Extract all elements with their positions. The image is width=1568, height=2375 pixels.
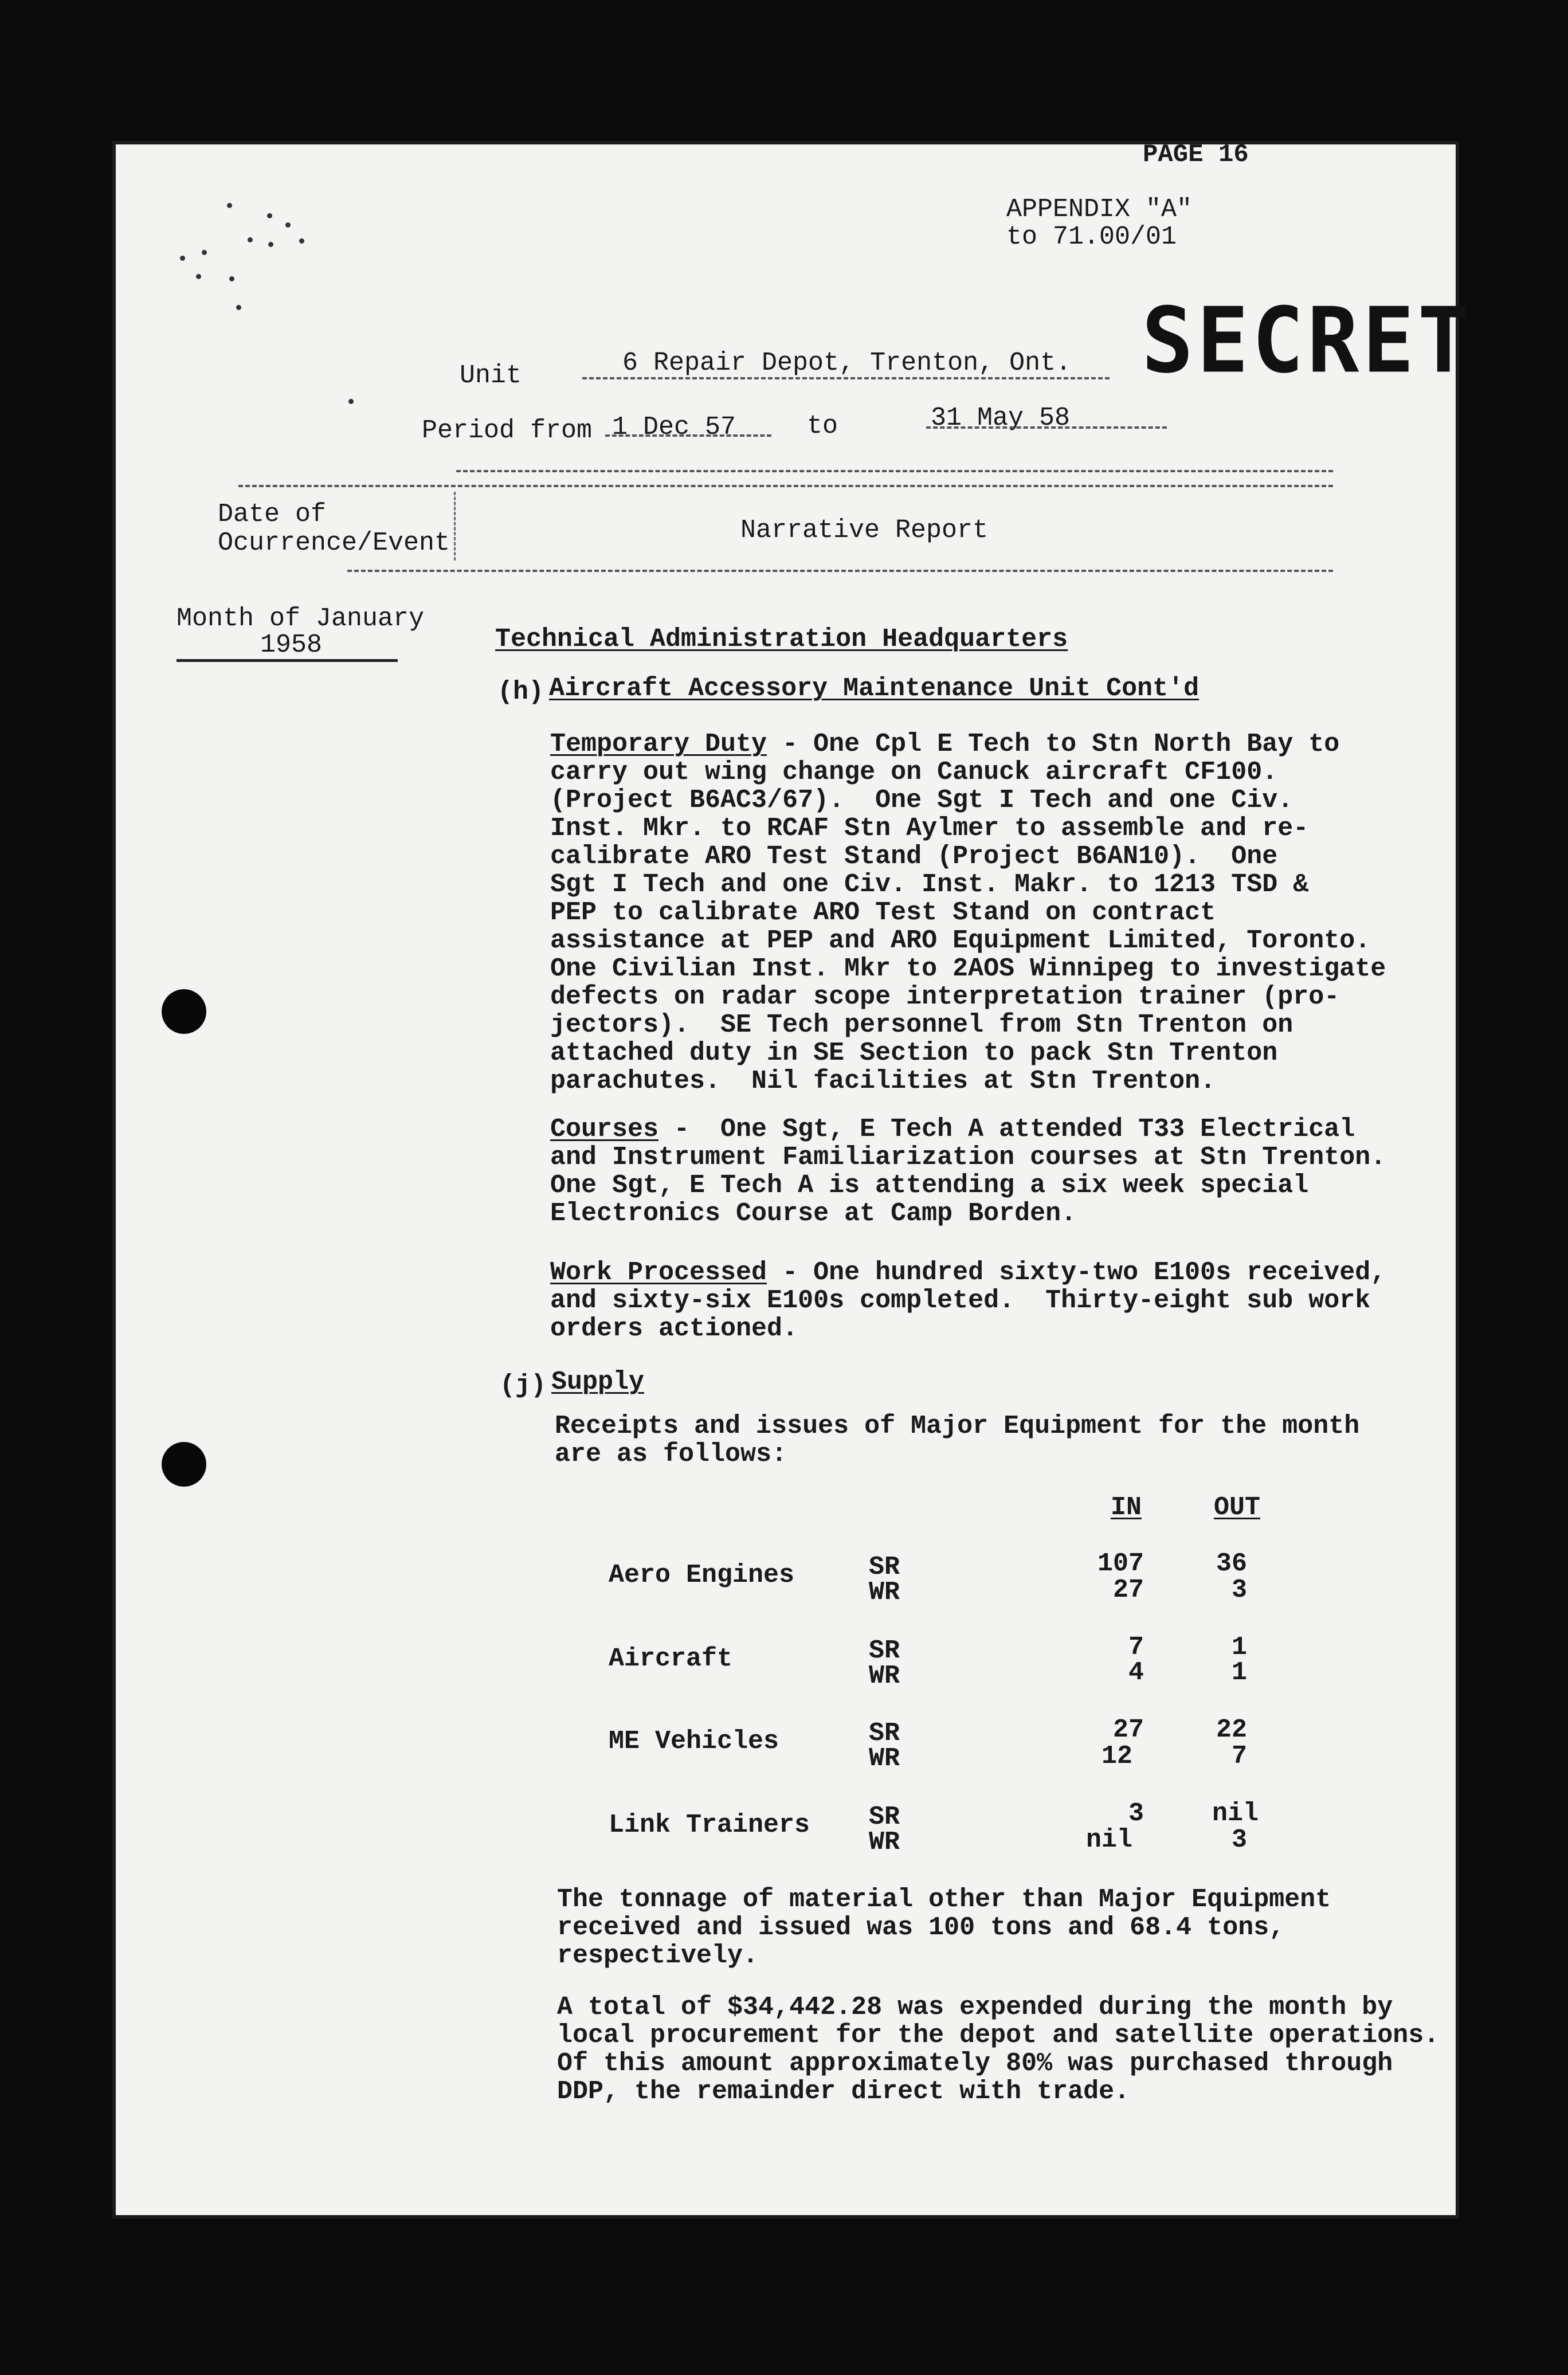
sidebar-underline: [177, 659, 398, 662]
text-line: - One Cpl E Tech to Stn North Bay to: [767, 730, 1340, 759]
unit-underline: [582, 377, 1110, 379]
sidebar-year: 1958: [260, 630, 323, 660]
table-in-sr: 107: [1097, 1549, 1144, 1578]
text-line: carry out wing change on Canuck aircraft CF100.: [550, 758, 1278, 787]
period-from-label: Period from: [422, 416, 593, 445]
text-line: One Sgt, E Tech A is attending a six week special: [550, 1171, 1309, 1200]
subsection-j-title: Supply: [551, 1367, 645, 1397]
text-line: attached duty in SE Section to pack Stn Trenton: [550, 1038, 1278, 1068]
table-item-name: Link Trainers: [609, 1810, 810, 1840]
table-in-wr: nil: [1085, 1825, 1132, 1855]
text-line: (Project B6AC3/67). One Sgt I Tech and one Civ.: [550, 786, 1293, 815]
table-in-sr: 3: [1128, 1799, 1144, 1828]
unit-value: 6 Repair Depot, Trenton, Ont.: [622, 348, 1072, 378]
table-out-wr: 7: [1231, 1742, 1247, 1771]
date-column-header-line2: Ocurrence/Event: [218, 528, 450, 558]
table-wr-label: WR: [869, 1578, 900, 1607]
table-sr-label: SR: [869, 1636, 900, 1665]
period-from-value: 1 Dec 57: [612, 413, 736, 442]
table-in-wr: 27: [1112, 1576, 1144, 1605]
unit-label: Unit: [460, 361, 522, 390]
table-header-out: OUT: [1214, 1493, 1261, 1522]
work-processed-label: Work Processed: [550, 1258, 767, 1287]
period-to-underline: [926, 426, 1167, 429]
table-wr-label: WR: [869, 1661, 900, 1691]
column-divider: [454, 492, 456, 561]
tonnage-paragraph: [557, 1886, 1331, 1970]
temporary-duty-label: Temporary Duty: [550, 730, 767, 759]
text-line: Receipts and issues of Major Equipment for the month: [555, 1412, 1360, 1441]
text-line: Electronics Course at Camp Borden.: [550, 1199, 1077, 1228]
expenditure-paragraph: [557, 1993, 1439, 2106]
header-band-top-line-2: [238, 485, 1333, 487]
document-page: [112, 140, 1473, 2219]
text-line: Of this amount approximately 80% was purchased through: [557, 2049, 1393, 2078]
table-out-sr: nil: [1212, 1799, 1259, 1828]
temporary-duty-paragraph: [550, 730, 1386, 1095]
text-line: - One Sgt, E Tech A attended T33 Electrical: [658, 1115, 1355, 1144]
table-in-wr: 12: [1101, 1742, 1132, 1771]
binder-hole-top: [162, 989, 206, 1034]
subsection-j-label: (j): [500, 1371, 547, 1400]
header-band-top-line: [456, 470, 1333, 472]
appendix-label: APPENDIX "A": [1006, 195, 1193, 224]
table-in-wr: 4: [1128, 1658, 1144, 1687]
subsection-h-label: (h): [497, 677, 544, 707]
period-to-label: to: [807, 411, 838, 441]
text-line: orders actioned.: [550, 1314, 798, 1343]
text-line: calibrate ARO Test Stand (Project B6AN10). One: [550, 842, 1278, 871]
table-out-sr: 1: [1231, 1633, 1247, 1662]
courses-paragraph: [550, 1115, 1386, 1228]
text-line: PEP to calibrate ARO Test Stand on contract: [550, 898, 1216, 927]
table-header-in: IN: [1111, 1493, 1142, 1522]
sidebar-month: Month of January: [177, 604, 425, 633]
subsection-h-title: Aircraft Accessory Maintenance Unit Cont'd: [549, 674, 1199, 703]
table-item-name: ME Vehicles: [609, 1727, 779, 1756]
text-line: The tonnage of material other than Major Equipment: [557, 1885, 1331, 1914]
supply-intro: [555, 1412, 1359, 1468]
text-line: Inst. Mkr. to RCAF Stn Aylmer to assemble and re-: [550, 814, 1309, 843]
text-line: defects on radar scope interpretation trainer (pro-: [550, 982, 1340, 1012]
text-line: A total of $34,442.28 was expended during the month by: [557, 1993, 1393, 2022]
text-line: and sixty-six E100s completed. Thirty-eight sub work: [550, 1286, 1371, 1315]
courses-label: Courses: [550, 1115, 659, 1144]
appendix-reference: to 71.00/01: [1006, 222, 1177, 252]
text-line: respectively.: [557, 1941, 759, 1970]
table-item-name: Aero Engines: [609, 1561, 795, 1590]
table-out-wr: 3: [1231, 1825, 1247, 1855]
section-title: Technical Administration Headquarters: [495, 625, 1068, 654]
table-item-name: Aircraft: [609, 1644, 733, 1674]
page-number: PAGE 16: [1143, 140, 1249, 169]
text-line: - One hundred sixty-two E100s received,: [767, 1258, 1386, 1287]
period-from-underline: [605, 434, 771, 437]
table-in-sr: 27: [1112, 1715, 1144, 1745]
table-sr-label: SR: [869, 1553, 900, 1582]
table-out-wr: 3: [1231, 1576, 1247, 1605]
table-sr-label: SR: [869, 1719, 900, 1748]
table-in-sr: 7: [1128, 1633, 1144, 1662]
date-column-header-line1: Date of: [218, 500, 327, 529]
text-line: parachutes. Nil facilities at Stn Trenton.: [550, 1067, 1216, 1096]
table-out-sr: 22: [1216, 1715, 1247, 1745]
period-to-value: 31 May 58: [931, 403, 1071, 433]
text-line: received and issued was 100 tons and 68.4 tons,: [557, 1913, 1285, 1942]
text-line: DDP, the remainder direct with trade.: [557, 2077, 1130, 2106]
table-sr-label: SR: [869, 1802, 900, 1832]
secret-stamp: SECRET: [1142, 288, 1473, 394]
table-wr-label: WR: [869, 1744, 900, 1773]
text-line: and Instrument Familiarization courses at Stn Trenton.: [550, 1143, 1386, 1172]
text-line: jectors). SE Tech personnel from Stn Trenton on: [550, 1010, 1293, 1040]
text-line: local procurement for the depot and satellite operations.: [557, 2021, 1440, 2050]
text-line: Sgt I Tech and one Civ. Inst. Makr. to 1213 TSD &: [550, 870, 1309, 899]
binder-hole-bottom: [162, 1442, 206, 1487]
header-band-bottom-line: [347, 570, 1333, 572]
narrative-column-header: Narrative Report: [740, 516, 989, 545]
work-processed-paragraph: [550, 1259, 1386, 1343]
text-line: assistance at PEP and ARO Equipment Limited, Toronto.: [550, 926, 1371, 955]
text-line: One Civilian Inst. Mkr to 2AOS Winnipeg to investigate: [550, 954, 1386, 983]
table-out-sr: 36: [1216, 1549, 1247, 1578]
table-out-wr: 1: [1231, 1658, 1247, 1687]
table-wr-label: WR: [869, 1828, 900, 1857]
text-line: are as follows:: [555, 1440, 787, 1469]
